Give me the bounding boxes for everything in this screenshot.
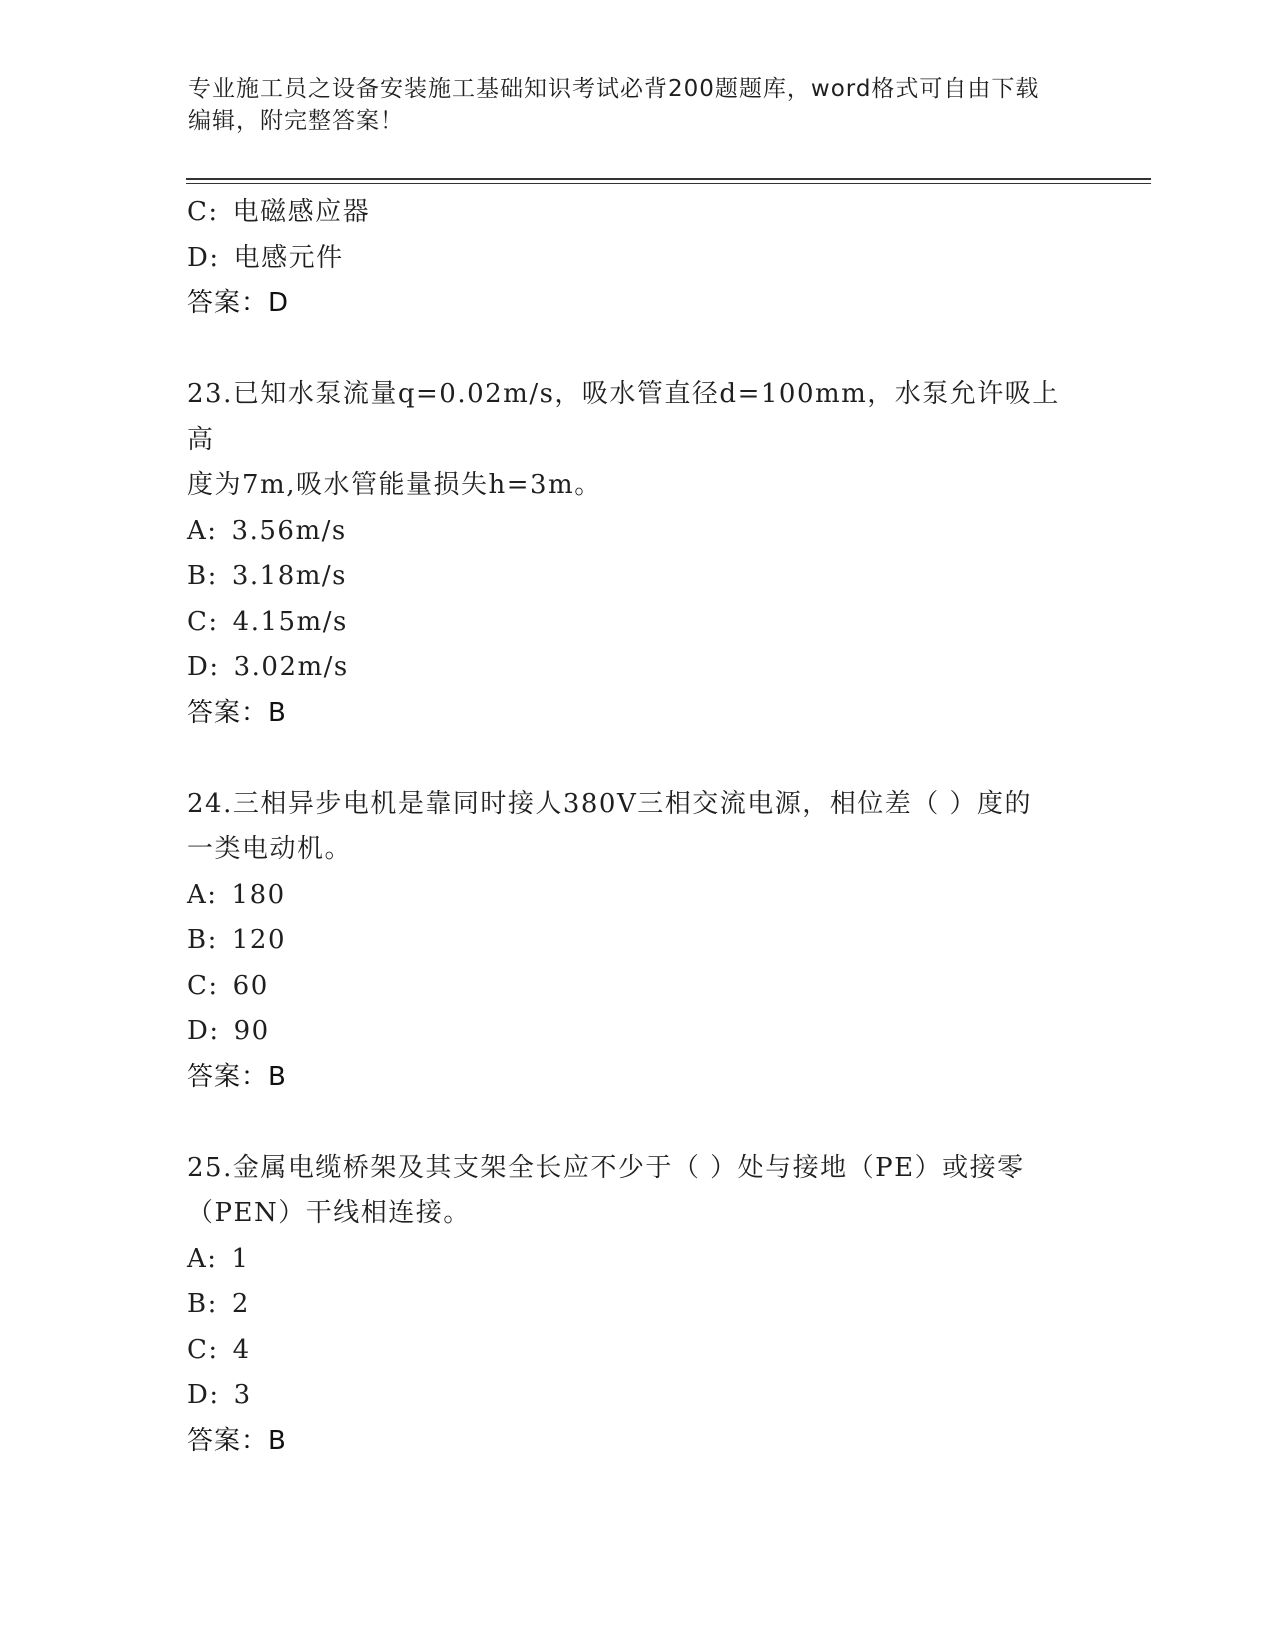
option-text: 电感元件 [233, 242, 344, 273]
option-label: C: [187, 606, 219, 637]
option-label: D: [187, 1380, 220, 1410]
option-label: D: [187, 1016, 220, 1046]
option-d [187, 1373, 1087, 1419]
option-label: D: [187, 652, 220, 682]
option-a [187, 1237, 1087, 1283]
question-list [187, 190, 1087, 1464]
option-label: B: [187, 561, 218, 591]
option-label: B: [187, 1289, 218, 1319]
option-text: 3.56m/s [231, 515, 347, 546]
question-line-1: 23.已知水泵流量q=0.02m/s，吸水管直径d=100mm，水泵允许吸上高 [187, 379, 1060, 455]
option-c [187, 190, 1087, 236]
question-25 [187, 1146, 1087, 1465]
header-line-2: 编辑，附完整答案！ [188, 108, 404, 134]
option-d [187, 236, 1087, 282]
option-text: 1 [231, 1243, 250, 1274]
question-24 [187, 782, 1087, 1101]
option-b [187, 554, 1087, 600]
option-text: 120 [231, 925, 287, 955]
option-label: A: [187, 1243, 218, 1274]
option-label: C: [187, 970, 219, 1001]
question-text [187, 782, 1087, 873]
option-text: 4 [232, 1334, 251, 1365]
option-text: 3 [233, 1380, 252, 1410]
option-c [187, 1328, 1087, 1374]
option-d [187, 1009, 1087, 1055]
option-c [187, 600, 1087, 646]
option-label: C: [187, 197, 219, 227]
option-label: C: [187, 1334, 219, 1365]
document-header [188, 73, 1088, 137]
answer-line: 答案：B [187, 1061, 287, 1092]
option-label: B: [187, 925, 218, 955]
question-line-2: 一类电动机。 [187, 834, 353, 864]
question-23 [187, 372, 1087, 736]
header-rule-thin [186, 183, 1151, 184]
option-text: 60 [232, 970, 269, 1001]
question-line-1: 24.三相异步电机是靠同时接人380V三相交流电源，相位差（ ）度的 [187, 788, 1033, 819]
option-label: D: [187, 242, 220, 273]
question-text [187, 1146, 1087, 1237]
question-line-2: 度为7m,吸水管能量损失h=3m。 [187, 470, 602, 500]
question-line-1: 25.金属电缆桥架及其支架全长应不少于（ ）处与接地（PE）或接零 [187, 1152, 1025, 1183]
option-text: 3.02m/s [233, 652, 349, 682]
option-label: A: [187, 879, 218, 910]
question-text [187, 372, 1087, 509]
option-label: A: [187, 515, 218, 546]
option-b [187, 1282, 1087, 1328]
header-rule-thick [186, 178, 1151, 180]
option-d [187, 645, 1087, 691]
option-text: 3.18m/s [231, 561, 348, 591]
option-c [187, 964, 1087, 1010]
option-text: 4.15m/s [232, 606, 348, 637]
question-22-continued [187, 190, 1087, 327]
option-text: 电磁感应器 [232, 197, 371, 227]
answer-line: 答案：B [187, 1425, 287, 1456]
option-b [187, 918, 1087, 964]
question-line-2: （PEN）干线相连接。 [187, 1198, 471, 1228]
option-a [187, 509, 1087, 555]
answer-line: 答案：B [187, 697, 287, 728]
header-line-1: 专业施工员之设备安装施工基础知识考试必背200题题库，word格式可自由下载 [188, 76, 1040, 102]
option-text: 90 [233, 1016, 270, 1046]
option-text: 2 [231, 1289, 250, 1319]
answer-line: 答案：D [187, 288, 290, 318]
option-a [187, 873, 1087, 919]
option-text: 180 [231, 879, 286, 910]
